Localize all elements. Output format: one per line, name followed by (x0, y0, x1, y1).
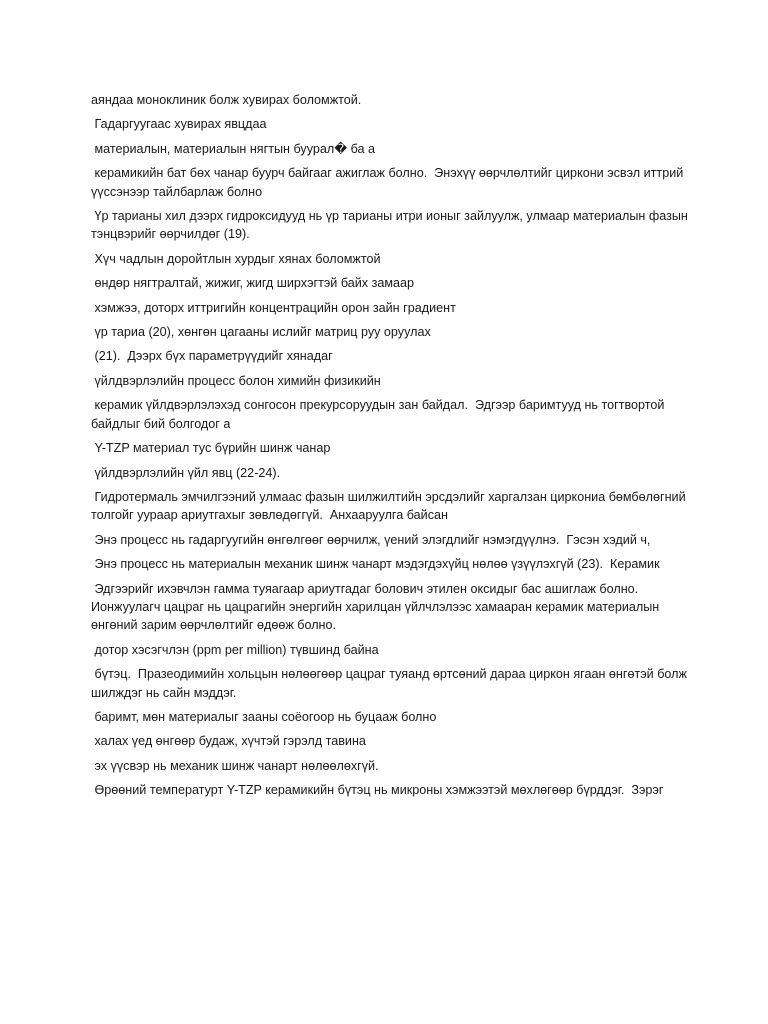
paragraph: Энэ процесс нь гадаргуугийн өнгөлгөөг өөрчилж, үений элэгдлийг нэмэгдүүлнэ. Гэсэн хэдий ч, (91, 532, 651, 547)
paragraph: хэмжээ, доторх иттригийн концентрацийн орон зайн градиент (91, 300, 456, 315)
paragraph: (21). Дээрх бүх параметрүүдийг хянадаг (91, 349, 333, 364)
paragraph: халах үед өнгөөр будаж, хүчтэй гэрэлд тавина (91, 734, 366, 749)
document-body (91, 91, 691, 806)
paragraph: бүтэц. Празеодимийн хольцын нөлөөгөөр цацраг туяанд өртсөний дараа циркон ягаан өнгөтэй болж шилждэг нь сайн мэддэг. (91, 667, 691, 700)
paragraph: Гадаргуугаас хувирах явцдаа (91, 117, 267, 132)
paragraph: өндөр нягтралтай, жижиг, жигд ширхэгтэй байх замаар (91, 276, 415, 291)
paragraph: Энэ процесс нь материалын механик шинж чанарт мэдэгдэхүйц нөлөө үзүүлэхгүй (23). Керамик (91, 557, 660, 572)
paragraph: Эдгээрийг ихэвчлэн гамма туяагаар ариутгадаг болович этилен оксидыг бас ашиглаж болно. Ионжуулагч цацраг нь цацрагийн энергийн харилцан үйлчлэлээс хамааран керамик материалын өнгөний зарим өөрчлөлтийг өдөөж болно. (91, 581, 663, 633)
paragraph: үйлдвэрлэлийн үйл явц (22-24). (91, 465, 281, 480)
paragraph: Үр тарианы хил дээрх гидроксидууд нь үр тарианы итри ионыг зайлуулж, улмаар материалын фазын тэнцвэрийг өөрчилдөг (19). (91, 209, 692, 242)
paragraph: Хүч чадлын доройтлын хурдыг хянах боломжтой (91, 251, 381, 266)
paragraph: Өрөөний температурт Y-TZP керамикийн бүтэц нь микроны хэмжээтэй мөхлөгөөр бүрддэг. Зэрэг (91, 783, 664, 798)
paragraph: керамик үйлдвэрлэлэхэд сонгосон прекурсоруудын зан байдал. Эдгээр баримтууд нь тогтвортой байдлыг бий болгодог а (91, 398, 668, 431)
paragraph: материалын, материалын нягтын буурал� ба а (91, 141, 376, 156)
paragraph: Гидротермаль эмчилгээний улмаас фазын шилжилтийн эрсдэлийг харгалзан циркониа бөмбөлөгний толгойг уураар ариутгахыг зөвлөдөггүй. Анхааруулга байсан (91, 489, 690, 523)
paragraph: үйлдвэрлэлийн процесс болон химийн физикийн (91, 373, 381, 388)
paragraph: керамикийн бат бөх чанар буурч байгааг ажиглаж болно. Энэхүү өөрчлөлтийг циркони эсвэл иттрий үүссэнээр тайлбарлаж болно (91, 166, 687, 199)
paragraph: баримт, мөн материалыг зааны соёогоор нь буцааж болно (91, 709, 437, 724)
paragraph: Y-TZP материал тус бүрийн шинж чанар (91, 441, 331, 456)
paragraph: дотор хэсэгчлэн (ppm per million) түвшинд байна (91, 642, 379, 657)
paragraph: аяндаа моноклиник болж хувирах боломжтой. (91, 93, 362, 107)
paragraph: үр тариа (20), хөнгөн цагааны ислийг матриц руу оруулах (91, 325, 431, 340)
paragraph: эх үүсвэр нь механик шинж чанарт нөлөөлөхгүй. (91, 758, 379, 773)
